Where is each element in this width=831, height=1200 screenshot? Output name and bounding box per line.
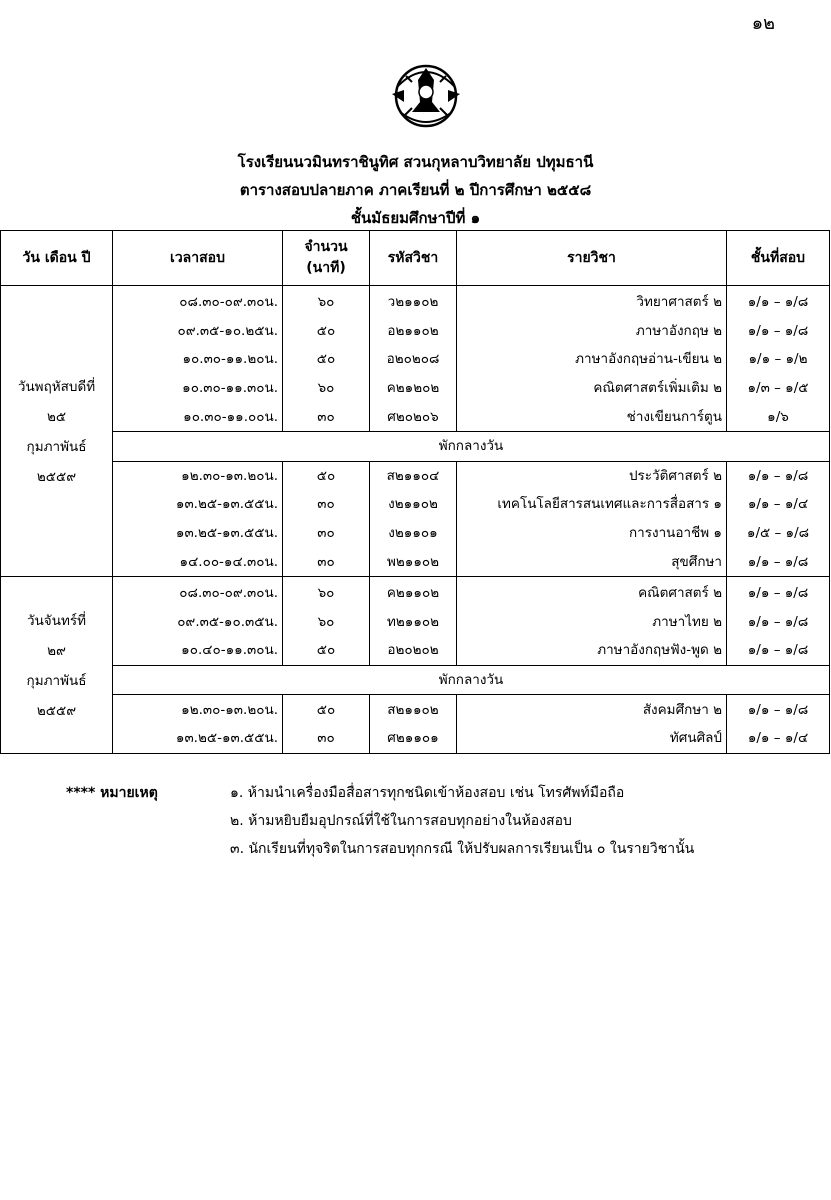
table-row — [1, 695, 830, 724]
exam-duration: ๕๐ — [283, 695, 370, 724]
day-month: กุมภาพันธ์ — [26, 438, 87, 455]
note-item: ๑. ห้ามนำเครื่องมือสื่อสารทุกชนิดเข้าห้องสอบ เช่น โทรศัพท์มือถือ — [230, 785, 625, 801]
subject-code: ค๒๑๑๐๒ — [370, 576, 457, 607]
exam-duration: ๕๐ — [283, 461, 370, 490]
date-cell — [1, 576, 113, 753]
exam-duration: ๖๐ — [283, 608, 370, 637]
exam-duration: ๖๐ — [283, 374, 370, 403]
subject-name: การงานอาชีพ ๑ — [457, 519, 727, 548]
exam-time: ๑๐.๔๐-๑๑.๓๐น. — [113, 636, 283, 665]
exam-duration: ๖๐ — [283, 576, 370, 607]
school-emblem-icon — [384, 56, 468, 130]
exam-duration: ๕๐ — [283, 636, 370, 665]
exam-duration: ๓๐ — [283, 402, 370, 431]
exam-duration: ๓๐ — [283, 519, 370, 548]
subject-name: เทคโนโลยีสารสนเทศและการสื่อสาร ๑ — [457, 490, 727, 519]
header-duration-line2: (นาที) — [306, 260, 346, 276]
subject-name: คณิตศาสตร์ ๒ — [457, 576, 727, 607]
exam-room: ๑/๕ – ๑/๘ — [727, 519, 830, 548]
table-row — [1, 724, 830, 753]
subject-code: อ๒๑๑๐๒ — [370, 317, 457, 346]
subject-code: อ๒๐๒๐๒ — [370, 636, 457, 665]
table-row — [1, 636, 830, 665]
exam-time: ๑๔.๐๐-๑๔.๓๐น. — [113, 547, 283, 576]
exam-room: ๑/๑ – ๑/๘ — [727, 695, 830, 724]
exam-room: ๑/๑ – ๑/๘ — [727, 547, 830, 576]
note-item: ๒. ห้ามหยิบยืมอุปกรณ์ที่ใช้ในการสอบทุกอย่างในห้องสอบ — [230, 813, 572, 829]
table-row — [1, 461, 830, 490]
exam-time: ๑๐.๓๐-๑๑.๒๐น. — [113, 345, 283, 374]
header-room: ชั้นที่สอบ — [727, 231, 830, 286]
exam-time: ๑๓.๒๕-๑๓.๕๕น. — [113, 724, 283, 753]
schedule-title: ตารางสอบปลายภาค ภาคเรียนที่ ๒ ปีการศึกษา ๒๕๕๘ — [239, 181, 592, 199]
exam-room: ๑/๑ – ๑/๘ — [727, 286, 830, 317]
header-subject: รายวิชา — [457, 231, 727, 286]
exam-time: ๐๘.๓๐-๐๙.๓๐น. — [113, 286, 283, 317]
header-code: รหัสวิชา — [370, 231, 457, 286]
table-row — [1, 345, 830, 374]
table-row — [1, 608, 830, 637]
exam-room: ๑/๓ – ๑/๕ — [727, 374, 830, 403]
subject-name: วิทยาศาสตร์ ๒ — [457, 286, 727, 317]
subject-code: ส๒๑๑๐๔ — [370, 461, 457, 490]
header-duration — [283, 231, 370, 286]
subject-name: คณิตศาสตร์เพิ่มเติม ๒ — [457, 374, 727, 403]
subject-code: ส๒๑๑๐๒ — [370, 695, 457, 724]
subject-code: ค๒๑๒๐๒ — [370, 374, 457, 403]
subject-code: ง๒๑๑๐๒ — [370, 490, 457, 519]
exam-room: ๑/๖ — [727, 402, 830, 431]
header-time: เวลาสอบ — [113, 231, 283, 286]
subject-code: ศ๒๑๑๐๑ — [370, 724, 457, 753]
subject-code: ง๒๑๑๐๑ — [370, 519, 457, 548]
exam-schedule-table — [0, 230, 830, 754]
document-titles — [0, 148, 831, 232]
day-year: ๒๕๕๙ — [36, 468, 77, 485]
lunch-break-label: พักกลางวัน — [113, 431, 830, 461]
exam-time: ๑๐.๓๐-๑๑.๓๐น. — [113, 374, 283, 403]
school-title: โรงเรียนนวมินทราชินูทิศ สวนกุหลาบวิทยาลัย ปทุมธานี — [237, 153, 594, 171]
exam-duration: ๕๐ — [283, 317, 370, 346]
exam-room: ๑/๑ – ๑/๔ — [727, 490, 830, 519]
exam-time: ๐๙.๓๕-๑๐.๒๕น. — [113, 317, 283, 346]
lunch-break-row — [1, 665, 830, 695]
exam-room: ๑/๑ – ๑/๔ — [727, 724, 830, 753]
subject-name: ภาษาอังกฤษฟัง-พูด ๒ — [457, 636, 727, 665]
table-row — [1, 374, 830, 403]
exam-time: ๑๒.๓๐-๑๓.๒๐น. — [113, 461, 283, 490]
subject-name: ภาษาอังกฤษอ่าน-เขียน ๒ — [457, 345, 727, 374]
header-date: วัน เดือน ปี — [1, 231, 113, 286]
table-row — [1, 286, 830, 317]
exam-duration: ๖๐ — [283, 286, 370, 317]
subject-code: ศ๒๐๒๐๖ — [370, 402, 457, 431]
level-title: ชั้นมัธยมศึกษาปีที่ ๑ — [350, 209, 481, 227]
table-header-row — [1, 231, 830, 286]
exam-room: ๑/๑ – ๑/๘ — [727, 576, 830, 607]
exam-duration: ๓๐ — [283, 724, 370, 753]
subject-code: อ๒๐๒๐๘ — [370, 345, 457, 374]
table-row — [1, 576, 830, 607]
subject-code: พ๒๑๑๐๒ — [370, 547, 457, 576]
subject-name: สุขศึกษา — [457, 547, 727, 576]
exam-room: ๑/๑ – ๑/๒ — [727, 345, 830, 374]
subject-code: ว๒๑๑๐๒ — [370, 286, 457, 317]
subject-name: ภาษาไทย ๒ — [457, 608, 727, 637]
exam-room: ๑/๑ – ๑/๘ — [727, 461, 830, 490]
table-row — [1, 547, 830, 576]
lunch-break-row — [1, 431, 830, 461]
exam-time: ๐๙.๓๕-๑๐.๓๕น. — [113, 608, 283, 637]
day-month: กุมภาพันธ์ — [26, 672, 87, 689]
page-number: ๑๒ — [751, 13, 775, 34]
subject-code: ท๒๑๑๐๒ — [370, 608, 457, 637]
exam-room: ๑/๑ – ๑/๘ — [727, 608, 830, 637]
header-duration-line1: จำนวน — [304, 239, 348, 255]
subject-name: ช่างเขียนการ์ตูน — [457, 402, 727, 431]
table-row — [1, 519, 830, 548]
table-row — [1, 402, 830, 431]
exam-duration: ๕๐ — [283, 345, 370, 374]
exam-room: ๑/๑ – ๑/๘ — [727, 317, 830, 346]
exam-time: ๑๐.๓๐-๑๑.๐๐น. — [113, 402, 283, 431]
exam-time: ๑๓.๒๕-๑๓.๕๕น. — [113, 490, 283, 519]
date-cell — [1, 286, 113, 577]
note-item: ๓. นักเรียนที่ทุจริตในการสอบทุกกรณี ให้ปรับผลการเรียนเป็น ๐ ในรายวิชานั้น — [230, 841, 695, 857]
lunch-break-label: พักกลางวัน — [113, 665, 830, 695]
day-year: ๒๕๕๙ — [36, 702, 77, 719]
notes-label: **** หมายเหตุ — [66, 785, 158, 801]
subject-name: ภาษาอังกฤษ ๒ — [457, 317, 727, 346]
exam-duration: ๓๐ — [283, 490, 370, 519]
day-name: วันพฤหัสบดีที่ — [17, 378, 96, 395]
exam-time: ๑๓.๒๕-๑๓.๕๕น. — [113, 519, 283, 548]
subject-name: สังคมศึกษา ๒ — [457, 695, 727, 724]
day-date: ๒๕ — [46, 408, 67, 425]
exam-time: ๐๘.๓๐-๐๙.๓๐น. — [113, 576, 283, 607]
day-name: วันจันทร์ที่ — [27, 612, 86, 629]
exam-room: ๑/๑ – ๑/๘ — [727, 636, 830, 665]
day-date: ๒๙ — [47, 642, 66, 659]
exam-duration: ๓๐ — [283, 547, 370, 576]
table-row — [1, 317, 830, 346]
subject-name: ประวัติศาสตร์ ๒ — [457, 461, 727, 490]
table-row — [1, 490, 830, 519]
exam-time: ๑๒.๓๐-๑๓.๒๐น. — [113, 695, 283, 724]
subject-name: ทัศนศิลป์ — [457, 724, 727, 753]
